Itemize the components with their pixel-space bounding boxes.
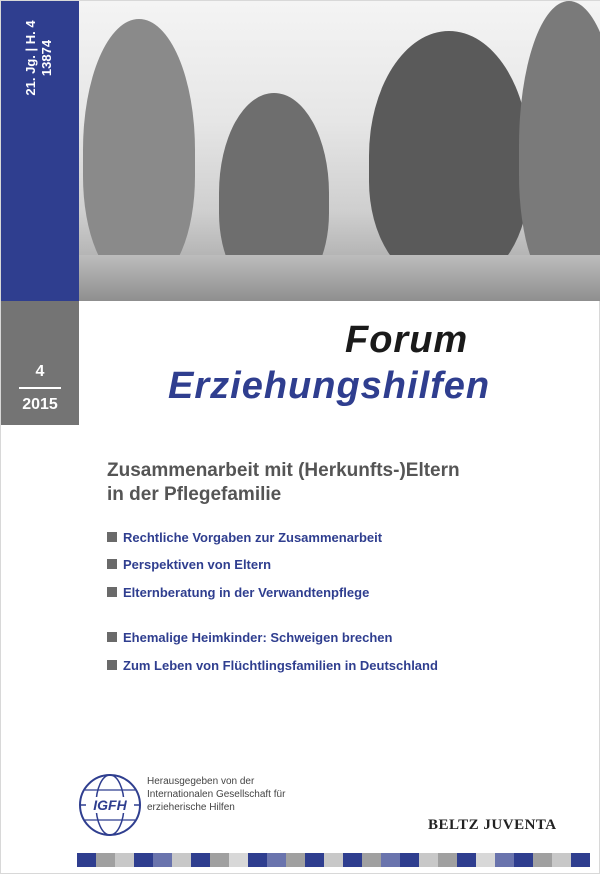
photo-table — [79, 255, 600, 301]
topic-label: Zum Leben von Flüchtlingsfamilien in Deutschland — [123, 658, 438, 673]
bullet-square-icon — [107, 632, 117, 642]
photo-figure-mother — [83, 19, 195, 281]
stripe-square — [438, 853, 457, 867]
photo-figure-counselor — [519, 1, 600, 291]
topic-label: Perspektiven von Eltern — [123, 557, 272, 572]
stripe-square — [115, 853, 134, 867]
stripe-square — [552, 853, 571, 867]
stripe-square — [96, 853, 115, 867]
photo-figure-father — [369, 31, 529, 281]
topic-label: Elternberatung in der Verwandtenpflege — [123, 585, 370, 600]
stripe-square — [324, 853, 343, 867]
topic-label: Rechtliche Vorgaben zur Zusammenarbeit — [123, 530, 383, 545]
stripe-square — [343, 853, 362, 867]
stripe-square — [476, 853, 495, 867]
issue-theme — [107, 459, 460, 507]
topic-item — [107, 630, 392, 645]
stripe-square — [153, 853, 172, 867]
issue-year: 2015 — [22, 396, 58, 413]
bullet-square-icon — [107, 532, 117, 542]
volume-info — [23, 3, 59, 113]
stripe-square — [134, 853, 153, 867]
bullet-square-icon — [107, 587, 117, 597]
igfh-logo-text: IGFH — [93, 797, 127, 813]
stripe-square — [248, 853, 267, 867]
issue-theme-line2: in der Pflegefamilie — [107, 484, 282, 505]
stripe-square — [514, 853, 533, 867]
publisher-info — [147, 775, 285, 814]
bullet-square-icon — [107, 559, 117, 569]
stripe-square — [305, 853, 324, 867]
stripe-square — [533, 853, 552, 867]
stripe-square — [267, 853, 286, 867]
stripe-square — [286, 853, 305, 867]
volume-label: 21. Jg. | H. 4 — [23, 20, 38, 96]
igfh-globe-logo-icon — [77, 772, 143, 838]
topic-item — [107, 530, 382, 545]
title-erziehungshilfen: Erziehungshilfen — [168, 365, 491, 407]
topic-label: Ehemalige Heimkinder: Schweigen brechen — [123, 630, 393, 645]
stripe-square — [191, 853, 210, 867]
decorative-stripe — [77, 853, 590, 867]
stripe-square — [495, 853, 514, 867]
stripe-square — [77, 853, 96, 867]
stripe-square — [229, 853, 248, 867]
issn-label: 13874 — [39, 39, 54, 77]
stripe-square — [381, 853, 400, 867]
issue-theme-line1: Zusammenarbeit mit (Herkunfts-)Eltern — [107, 460, 460, 481]
publisher-line3: erzieherische Hilfen — [147, 802, 235, 813]
stripe-square — [400, 853, 419, 867]
sidebar-issue-panel — [1, 301, 79, 425]
stripe-square — [571, 853, 590, 867]
issue-divider — [19, 387, 61, 389]
stripe-square — [419, 853, 438, 867]
bullet-square-icon — [107, 660, 117, 670]
title-forum: Forum — [345, 319, 469, 361]
stripe-square — [172, 853, 191, 867]
beltz-juventa-logo: BELTZ JUVENTA — [428, 817, 557, 833]
publisher-line2: Internationalen Gesellschaft für — [147, 789, 286, 800]
stripe-square — [457, 853, 476, 867]
sidebar-blue-panel — [1, 1, 79, 301]
stripe-square — [210, 853, 229, 867]
topic-item — [107, 585, 369, 600]
topic-item — [107, 557, 271, 572]
topic-item — [107, 658, 438, 673]
cover-photo — [79, 1, 600, 301]
stripe-square — [362, 853, 381, 867]
issue-number: 4 — [35, 363, 45, 380]
publisher-line1: Herausgegeben von der — [147, 776, 255, 787]
